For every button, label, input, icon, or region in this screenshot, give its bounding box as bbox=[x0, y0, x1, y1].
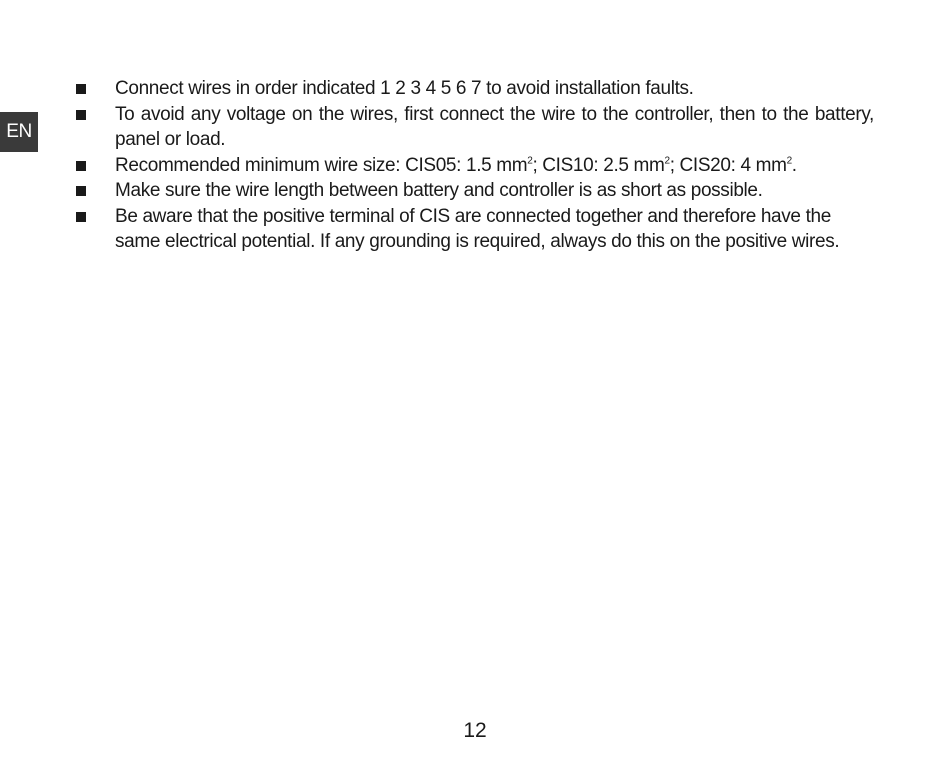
list-item bbox=[0, 153, 950, 179]
superscript: 2 bbox=[786, 155, 792, 167]
square-bullet-icon bbox=[76, 186, 86, 196]
list-item bbox=[0, 204, 950, 255]
list-item-text bbox=[115, 155, 797, 176]
superscript: 2 bbox=[664, 155, 670, 167]
superscript: 2 bbox=[527, 155, 533, 167]
wire-size-suffix: . bbox=[791, 154, 797, 176]
list-item bbox=[0, 178, 950, 204]
list-item-text: To avoid any voltage on the wires, first connect the wire to the controller, then to the battery, panel or load. bbox=[115, 103, 874, 150]
list-item-text: Be aware that the positive terminal of CIS are connected together and therefore have the same electrical potential. If any grounding is required, always do this on the positive wires. bbox=[115, 205, 840, 252]
square-bullet-icon bbox=[76, 110, 86, 120]
wire-size-prefix: Recommended minimum wire size: CIS05: 1.5 mm bbox=[115, 154, 528, 176]
list-item bbox=[0, 102, 950, 153]
language-tab: EN bbox=[0, 112, 38, 152]
list-item-text: Connect wires in order indicated 1 2 3 4 5 6 7 to avoid installation faults. bbox=[115, 78, 694, 99]
square-bullet-icon bbox=[76, 161, 86, 171]
square-bullet-icon bbox=[76, 84, 86, 94]
square-bullet-icon bbox=[76, 212, 86, 222]
wire-size-cis10: ; CIS10: 2.5 mm bbox=[532, 154, 665, 176]
wire-size-cis20: ; CIS20: 4 mm bbox=[669, 154, 787, 176]
instruction-list bbox=[0, 76, 950, 255]
page-number: 12 bbox=[463, 719, 487, 742]
list-item-text: Make sure the wire length between battery and controller is as short as possible. bbox=[115, 180, 763, 201]
list-item bbox=[0, 76, 950, 102]
